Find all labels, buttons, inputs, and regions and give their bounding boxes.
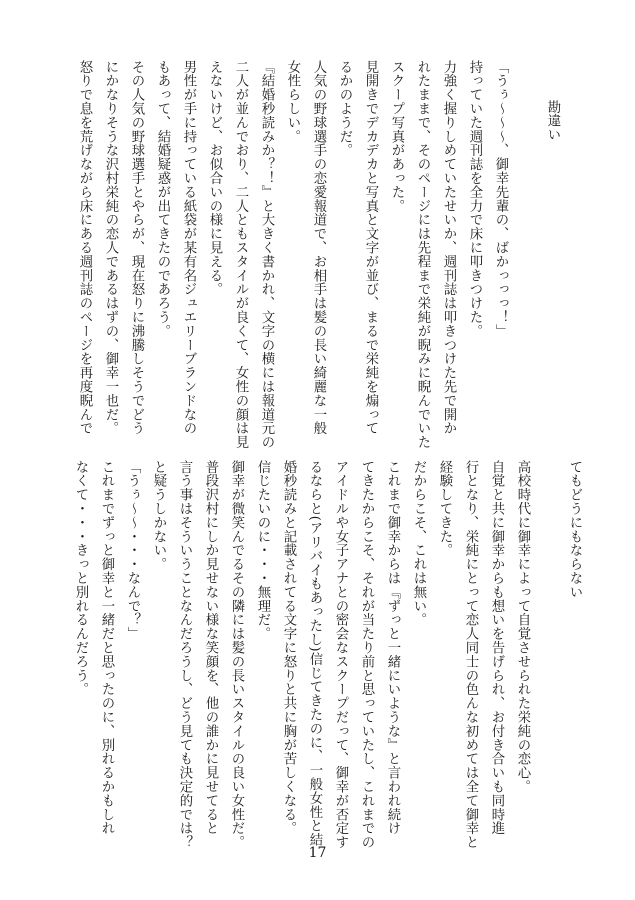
chapter-title: 勘違い [545, 100, 560, 142]
upper-text-block [71, 60, 565, 450]
text-line: アイドルや女子アナとの密会なスクープだって、御幸が否定す [333, 460, 348, 850]
text-line: だからこそ、これは無い。 [411, 460, 426, 627]
text-line: 『結婚秒読みか？！』と大きく書かれ、文字の横には報道元の [259, 60, 274, 450]
text-line: てもどうにもならない [567, 460, 582, 599]
text-line: 信じたいのに・・・無理だ。 [255, 460, 270, 641]
text-line: 御幸が微笑んでるその隣には髪の長いスタイルの良い女性だ。 [229, 460, 244, 850]
text-line: 行となり、栄純にとって恋人同士の色んな初めては全て御幸と [463, 460, 478, 850]
text-line: 婚秒読みと記載されてる文字に怒りと共に胸が苦しくなる。 [281, 460, 296, 836]
text-line: てきたからこそ、それが当たり前と思っていたし、これまでの [359, 460, 374, 850]
text-line: るならと(アリバイもあったし)信じてきたのに、一般女性と結 [307, 460, 322, 847]
text-line: 経験してきた。 [437, 460, 452, 558]
text-line: 女性らしい。 [285, 60, 300, 144]
text-line: なくて・・・きっと別れるんだろう。 [73, 460, 88, 697]
text-line: と疑うしかない。 [151, 460, 166, 572]
text-line: その人気の野球選手とやらが、現在怒りに沸騰しそうでどう [129, 60, 144, 436]
text-line: スクープ写真があった。 [389, 60, 404, 213]
text-line: 人気の野球選手の恋愛報道で、お相手は髪の長い綺麗な一般 [311, 60, 326, 436]
text-line [513, 60, 539, 440]
text-line: 高校時代に御幸によって自覚させられた栄純の恋心。 [515, 460, 530, 794]
text-line: これまで御幸からは『ずっと一緒にいような』と言われ続け [385, 460, 400, 836]
text-line [535, 460, 561, 830]
lower-text-block [67, 460, 587, 850]
text-line: これまでずっと御幸と一緒だと思ったのに、別れるかもしれ [99, 460, 114, 836]
text-line: 見開きでデカデカと写真と文字が並び、まるで栄純を煽って [363, 60, 378, 436]
text-line: 力強く握りしめていたせいか、週刊誌は叩きつけた先で開か [441, 60, 456, 436]
text-line: 男性が手に持っている紙袋が某有名ジュエリーブランドなの [181, 60, 196, 436]
text-line: るかのようだ。 [337, 60, 352, 158]
text-line: えないけど、お似合いの様に見える。 [207, 60, 222, 297]
text-line: 二人が並んでおり、二人ともスタイルが良くて、女性の顔は見 [233, 60, 248, 450]
text-line: 言う事はそういうことなんだろうし、どう見ても決定的では？ [177, 460, 192, 850]
text-line: 「うぅ～～～、御幸先輩の、ばかっっっ！」 [493, 60, 508, 338]
text-line: 怒りで息を荒げながら床にある週刊誌のページを再度睨んで [77, 60, 92, 436]
text-line: れたままで、そのページには先程まで栄純が睨みに睨んでいた [415, 60, 430, 450]
text-line: にかなりそうな沢村栄純の恋人であるはずの、御幸一也だ。 [103, 60, 118, 436]
text-line: 「うぅ～～・・・なんで？」 [125, 460, 140, 641]
page-number: 17 [308, 845, 327, 861]
text-line: もあって、結婚疑惑が出てきたのであろう。 [155, 60, 170, 338]
text-line: 自覚と共に御幸からも想いを告げられ、お付き合いも同時進 [489, 460, 504, 836]
text-line: 持っていた週刊誌を全力で床に叩きつけた。 [467, 60, 482, 338]
text-line: 普段沢村にしか見せない様な笑顔を、他の誰かに見せてると [203, 460, 218, 836]
